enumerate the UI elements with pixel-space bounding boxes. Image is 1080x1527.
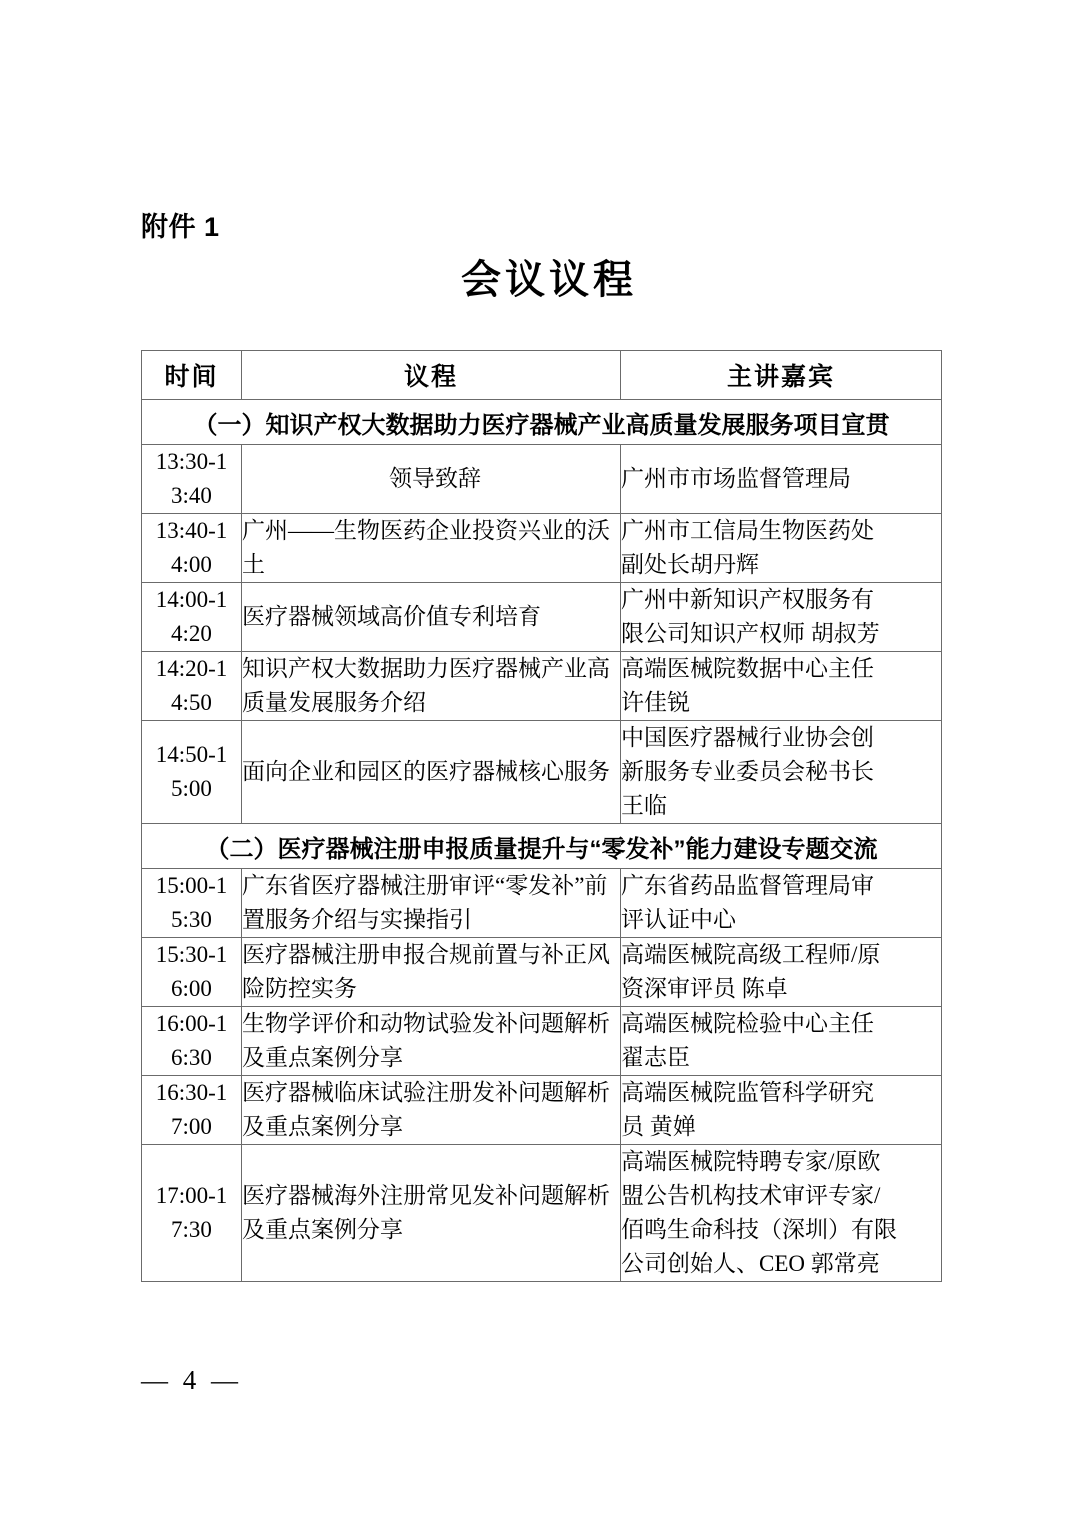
agenda-guest-line: 限公司知识产权师 胡叔芳	[621, 621, 880, 646]
agenda-guest-line: 中国医疗器械行业协会创	[621, 725, 874, 750]
agenda-time-cell	[142, 721, 242, 824]
agenda-time-line: 5:00	[171, 776, 212, 801]
agenda-guest-line: 翟志臣	[621, 1045, 690, 1070]
agenda-time-line: 16:30-1	[155, 1080, 228, 1105]
table-row	[142, 1145, 942, 1282]
agenda-time-line: 6:00	[171, 976, 212, 1001]
agenda-guest-line: 广州中新知识产权服务有	[621, 587, 874, 612]
agenda-guest-cell	[621, 445, 942, 514]
agenda-time-line: 4:50	[171, 690, 212, 715]
agenda-time-line: 15:30-1	[155, 942, 228, 967]
agenda-guest-line: 评认证中心	[621, 907, 736, 932]
agenda-time-line: 16:00-1	[155, 1011, 228, 1036]
agenda-time-line: 14:00-1	[155, 587, 228, 612]
agenda-guest-line: 佰鸣生命科技（深圳）有限	[621, 1217, 897, 1242]
agenda-guest-line: 高端医械院特聘专家/原欧	[621, 1149, 881, 1174]
agenda-guest-line: 高端医械院高级工程师/原	[621, 942, 881, 967]
page-title: 会议议程	[461, 258, 637, 302]
agenda-section-heading: （一）知识产权大数据助力医疗器械产业高质量发展服务项目宣贯	[142, 400, 942, 445]
agenda-time-cell	[142, 869, 242, 938]
agenda-guest-cell	[621, 938, 942, 1007]
attachment-label: 附件 1	[141, 212, 220, 242]
agenda-time-cell	[142, 1076, 242, 1145]
agenda-topic-cell: 医疗器械海外注册常见发补问题解析及重点案例分享	[242, 1145, 621, 1282]
agenda-guest-line: 广州市市场监督管理局	[621, 466, 851, 491]
agenda-section-heading-row	[142, 400, 942, 445]
column-header-topic: 议程	[242, 351, 621, 400]
table-row	[142, 514, 942, 583]
agenda-topic-cell: 医疗器械临床试验注册发补问题解析及重点案例分享	[242, 1076, 621, 1145]
agenda-guest-cell	[621, 721, 942, 824]
agenda-topic-cell: 领导致辞	[242, 445, 621, 514]
agenda-guest-cell	[621, 583, 942, 652]
column-header-time: 时间	[142, 351, 242, 400]
agenda-guest-line: 广州市工信局生物医药处	[621, 518, 874, 543]
agenda-guest-line: 公司创始人、CEO 郭常亮	[621, 1251, 880, 1276]
agenda-time-line: 17:00-1	[155, 1183, 228, 1208]
agenda-guest-cell	[621, 652, 942, 721]
page-number-footer: — 4 —	[141, 1365, 242, 1395]
agenda-time-cell	[142, 1007, 242, 1076]
agenda-guest-cell	[621, 1076, 942, 1145]
agenda-time-line: 4:20	[171, 621, 212, 646]
agenda-guest-line: 资深审评员 陈卓	[621, 976, 788, 1001]
agenda-topic-cell: 广东省医疗器械注册审评“零发补”前置服务介绍与实操指引	[242, 869, 621, 938]
agenda-time-line: 7:00	[171, 1114, 212, 1139]
agenda-time-line: 3:40	[171, 483, 212, 508]
agenda-time-line: 4:00	[171, 552, 212, 577]
agenda-guest-line: 员 黄婵	[621, 1114, 696, 1139]
table-row	[142, 445, 942, 514]
table-row	[142, 652, 942, 721]
agenda-time-line: 13:40-1	[155, 518, 228, 543]
table-row	[142, 869, 942, 938]
table-row	[142, 721, 942, 824]
agenda-time-line: 7:30	[171, 1217, 212, 1242]
agenda-guest-line: 高端医械院数据中心主任	[621, 656, 874, 681]
table-row	[142, 1007, 942, 1076]
agenda-time-line: 6:30	[171, 1045, 212, 1070]
agenda-time-line: 13:30-1	[155, 449, 228, 474]
agenda-topic-cell: 医疗器械注册申报合规前置与补正风险防控实务	[242, 938, 621, 1007]
agenda-topic-cell: 知识产权大数据助力医疗器械产业高质量发展服务介绍	[242, 652, 621, 721]
agenda-guest-cell	[621, 869, 942, 938]
agenda-time-cell	[142, 938, 242, 1007]
agenda-time-line: 15:00-1	[155, 873, 228, 898]
agenda-table	[141, 350, 942, 1282]
agenda-guest-line: 副处长胡丹辉	[621, 552, 759, 577]
table-header-row	[142, 351, 942, 400]
agenda-topic-cell: 医疗器械领域高价值专利培育	[242, 583, 621, 652]
agenda-section-heading-row	[142, 824, 942, 869]
agenda-time-cell	[142, 514, 242, 583]
agenda-guest-line: 王临	[621, 793, 667, 818]
table-row	[142, 583, 942, 652]
agenda-time-cell	[142, 583, 242, 652]
agenda-guest-line: 盟公告机构技术审评专家/	[621, 1183, 881, 1208]
agenda-time-line: 14:50-1	[155, 742, 228, 767]
agenda-topic-cell: 广州——生物医药企业投资兴业的沃土	[242, 514, 621, 583]
table-row	[142, 938, 942, 1007]
agenda-guest-line: 广东省药品监督管理局审	[621, 873, 874, 898]
agenda-topic-cell: 生物学评价和动物试验发补问题解析及重点案例分享	[242, 1007, 621, 1076]
agenda-guest-line: 高端医械院监管科学研究	[621, 1080, 874, 1105]
agenda-guest-cell	[621, 1145, 942, 1282]
agenda-table-container	[141, 350, 941, 1282]
agenda-time-cell	[142, 652, 242, 721]
agenda-guest-cell	[621, 514, 942, 583]
agenda-time-cell	[142, 445, 242, 514]
agenda-time-cell	[142, 1145, 242, 1282]
agenda-time-line: 5:30	[171, 907, 212, 932]
agenda-guest-cell	[621, 1007, 942, 1076]
agenda-guest-line: 许佳锐	[621, 690, 690, 715]
agenda-time-line: 14:20-1	[155, 656, 228, 681]
agenda-guest-line: 高端医械院检验中心主任	[621, 1011, 874, 1036]
table-row	[142, 1076, 942, 1145]
column-header-guest: 主讲嘉宾	[621, 351, 942, 400]
agenda-section-heading: （二）医疗器械注册申报质量提升与“零发补”能力建设专题交流	[142, 824, 942, 869]
agenda-guest-line: 新服务专业委员会秘书长	[621, 759, 874, 784]
agenda-topic-cell: 面向企业和园区的医疗器械核心服务	[242, 721, 621, 824]
